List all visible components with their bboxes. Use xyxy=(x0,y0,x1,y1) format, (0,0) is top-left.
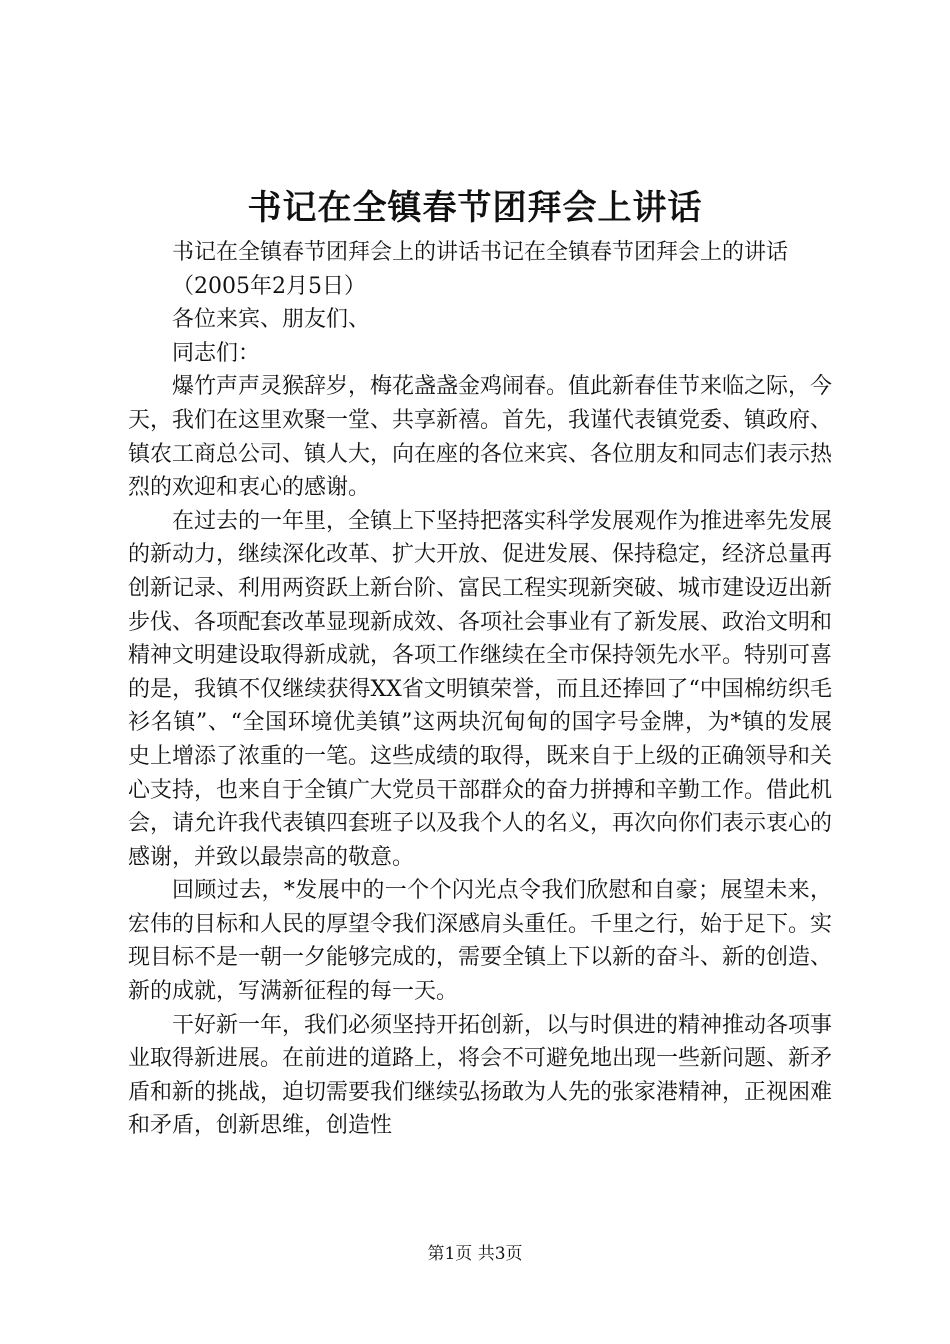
salutation-line: 同志们： xyxy=(172,340,261,366)
intro-paragraph: 书记在全镇春节团拜会上的讲话书记在全镇春节团拜会上的讲话 xyxy=(172,240,789,265)
date-line: （2005年2月5日） xyxy=(172,273,366,299)
body-paragraph: 在过去的一年里，全镇上下坚持把落实科学发展观作为推进率先发展的新动力，继续深化改革、扩大开放、促进发展、保持稳定，经济总量再创新记录、利用两资跃上新台阶、富民工程实现新突破、城市建设迈出新步伐、各项配套改革显现新成效、各项社会事业有了新发展、政治文明和精神文明建设取得新成就，各项工作继续在全市保持领先水平。特别可喜的是，我镇不仅继续获得XX省文明镇荣誉，而且还捧回了“中国棉纺织毛衫名镇”、“全国环境优美镇”这两块沉甸甸的国字号金牌，为*镇的发展史上增添了浓重的一笔。这些成绩的取得，既来自于上级的正确领导和关心支持，也来自于全镇广大党员干部群众的奋力拼搏和辛勤工作。借此机会，请允许我代表镇四套班子以及我个人的名义，再次向你们表示衷心的感谢，并致以最崇高的敬意。 xyxy=(128,508,833,870)
document-title: 书记在全镇春节团拜会上讲话 xyxy=(247,188,703,228)
body-paragraph: 爆竹声声灵猴辞岁，梅花盏盏金鸡闹春。值此新春佳节来临之际，今天，我们在这里欢聚一堂、共享新禧。首先，我谨代表镇党委、镇政府、镇农工商总公司、镇人大，向在座的各位来宾、各位朋友和同志们表示热烈的欢迎和衷心的感谢。 xyxy=(128,374,833,501)
body-paragraph: 回顾过去，*发展中的一个个闪光点令我们欣慰和自豪；展望未来，宏伟的目标和人民的厚望令我们深感肩头重任。千里之行，始于足下。实现目标不是一朝一夕能够完成的，需要全镇上下以新的奋斗、新的创造、新的成就，写满新征程的每一天。 xyxy=(128,878,833,1005)
salutation-line: 各位来宾、朋友们、 xyxy=(172,307,371,333)
body-paragraph: 干好新一年，我们必须坚持开拓创新，以与时俱进的精神推动各项事业取得新进展。在前进的道路上，将会不可避免地出现一些新问题、新矛盾和新的挑战，迫切需要我们继续弘扬敢为人先的张家港精神，正视困难和矛盾，创新思维，创造性 xyxy=(128,1012,833,1139)
document-body xyxy=(128,236,832,1143)
page-number: 第1页 共3页 xyxy=(427,1244,523,1264)
